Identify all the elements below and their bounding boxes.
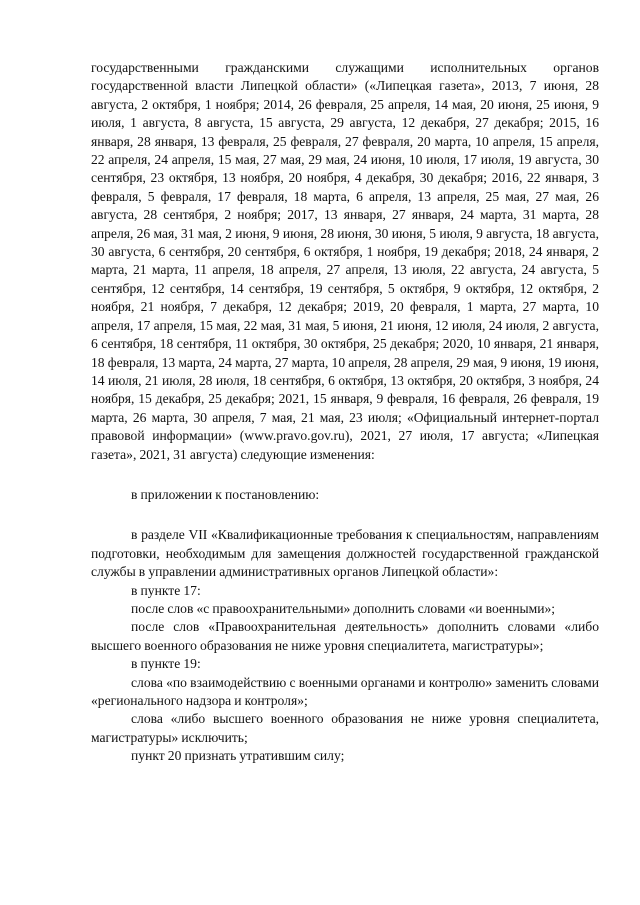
item-19-heading: в пункте 19: xyxy=(131,656,201,672)
item-17-change-1: после слов «с правоохранительными» дополнить словами «и военными»; xyxy=(131,600,556,616)
intro-paragraph: государственными гражданскими служащими исполнительных органов государственной власти Липецкой области» («Липецкая газета», 2013, 7 июня, 28 августа, 2 октября, 1 ноября; 2014, 26 февраля, 25 апреля, 14 мая, 20 июня, 25 июня, 9 июля, 1 августа, 8 августа, 15 августа, 29 августа, 12 декабря, 27 декабря; 2015, 16 января, 28 января, 13 февраля, 25 февраля, 27 февраля, 20 марта, 10 апреля, 15 апреля, 22 апреля, 24 апреля, 15 мая, 27 мая, 29 мая, 24 июня, 10 июля, 17 июля, 19 августа, 30 сентября, 23 октября, 13 ноября, 20 ноября, 4 декабря, 30 декабря; 2016, 22 января, 3 февраля, 5 февраля, 17 февраля, 18 марта, 6 апреля, 13 апреля, 25 мая, 27 мая, 26 августа, 28 сентября, 2 ноября; 2017, 13 января, 27 января, 24 марта, 31 марта, 28 апреля, 26 мая, 31 мая, 2 июня, 9 июня, 28 июня, 30 июня, 5 июля, 9 августа, 18 августа, 30 августа, 6 сентября, 20 сентября, 6 октября, 1 ноября, 19 декабря; 2018, 24 января, 2 марта, 21 марта, 11 апреля, 18 апреля, 27 апреля, 13 июля, 22 августа, 24 августа, 5 сентября, 12 сентября, 14 сентября, 19 сентября, 5 октября, 9 октября, 12 октября, 2 ноября, 21 ноября, 7 декабря, 12 декабря; 2019, 20 февраля, 1 марта, 27 марта, 10 апреля, 17 апреля, 15 мая, 22 мая, 31 мая, 5 июня, 21 июня, 12 июля, 24 июля, 2 августа, 6 сентября, 18 сентября, 11 октября, 30 октября, 25 декабря; 2020, 10 января, 21 января, 18 февраля, 13 марта, 24 марта, 27 марта, 10 апреля, 28 апреля, 29 мая, 9 июня, 19 июня, 14 июля, 21 июля, 28 июля, 18 сентября, 6 октября, 13 октября, 20 октября, 3 ноября, 24 ноября, 15 декабря, 25 декабря; 2021, 15 января, 9 февраля, 16 февраля, 26 февраля, 19 марта, 26 марта, 30 апреля, 7 мая, 21 мая, 23 июля; «Официальный интернет-портал правовой информации» (www.pravo.gov.ru), 2021, 27 июля, 17 августа; «Липецкая газета», 2021, 31 августа) следующие изменения: xyxy=(91,60,599,462)
item-19-change-1: слова «по взаимодействию с военными органами и контролю» заменить словами «регионального надзора и контроля»; xyxy=(91,674,599,708)
item-17-heading: в пункте 17: xyxy=(131,582,201,598)
item-17-change-2: после слов «Правоохранительная деятельность» дополнить словами «либо высшего военного образования не ниже уровня специалитета, магистратуры»; xyxy=(91,619,599,653)
item-19-change-2: слова «либо высшего военного образования не ниже уровня специалитета, магистратуры» исключить; xyxy=(91,711,599,745)
document-body xyxy=(91,59,599,766)
section-vii-paragraph: в разделе VII «Квалификационные требования к специальностям, направлениям подготовки, необходимым для замещения должностей государственной гражданской службы в управлении административных органов Липецкой области»: xyxy=(91,527,599,580)
annex-paragraph: в приложении к постановлению: xyxy=(131,486,320,502)
item-20-change: пункт 20 признать утратившим силу; xyxy=(131,748,345,764)
